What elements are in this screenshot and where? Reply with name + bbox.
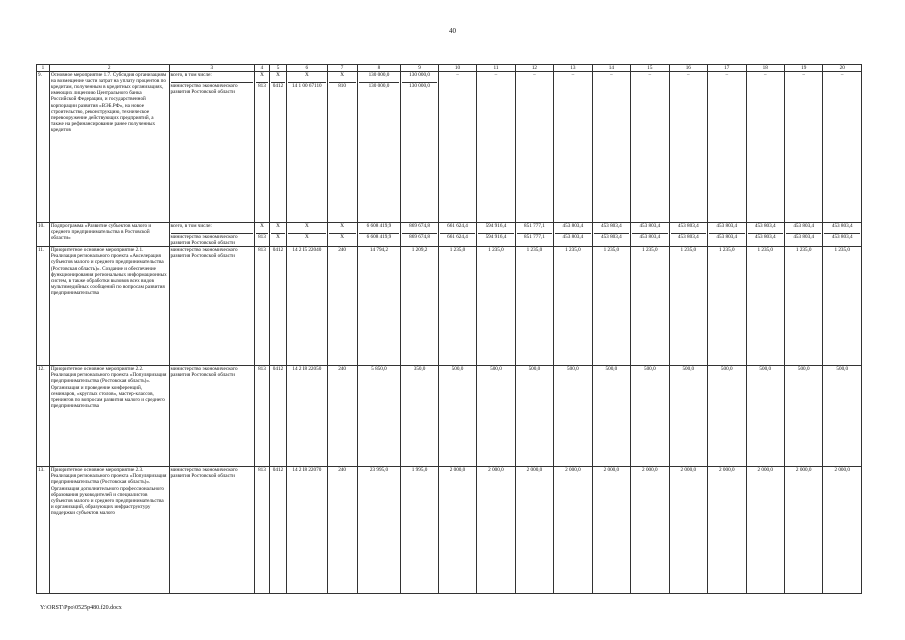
rzpr-cell: X 0412 [269, 72, 286, 223]
year-cell: 500,0 [784, 366, 822, 467]
column-number: 16 [669, 65, 707, 72]
year-cell: – [669, 72, 707, 223]
year-cell: 1 235,0 [631, 247, 669, 366]
year-cell: 500,0 [438, 366, 476, 467]
year-cell: 869 674,8 869 674,8 [401, 223, 438, 247]
column-number: 7 [327, 65, 357, 72]
page-number: 40 [449, 27, 456, 35]
budget-table [36, 64, 862, 594]
grbs-cell: 813 [254, 247, 269, 366]
column-number: 2 [49, 65, 169, 72]
year-cell: 453 803,4 453 803,4 [554, 223, 592, 247]
executor-cell: всего, в том числе: министерство экономического развития Ростовской области [169, 72, 254, 223]
year-cell: 453 803,4 453 803,4 [631, 223, 669, 247]
column-number: 1 [37, 65, 50, 72]
column-number: 9 [401, 65, 438, 72]
year-cell: 2 000,0 [554, 467, 592, 594]
year-cell: 594 916,4 594 916,4 [477, 223, 515, 247]
year-cell: 453 803,4 453 803,4 [592, 223, 630, 247]
column-number: 11 [477, 65, 515, 72]
year-cell: 500,0 [669, 366, 707, 467]
year-cell: 2 000,0 [592, 467, 630, 594]
year-cell: 1 235,0 [438, 247, 476, 366]
rzpr-cell: 0412 [269, 366, 286, 467]
column-number: 20 [823, 65, 862, 72]
year-cell: 500,0 [477, 366, 515, 467]
year-cell: – [515, 72, 553, 223]
grbs-cell: X 813 [254, 223, 269, 247]
rzpr-cell: 0412 [269, 467, 286, 594]
year-cell: 500,0 [515, 366, 553, 467]
year-cell: 2 000,0 [477, 467, 515, 594]
measure-name: Приоритетное основное мероприятие 2.3. Реализация регионального проекта «Популяризация предпринимательства (Ростовская область)». Организация дополнительного профессионального образования руководителей и специалистов субъектов малого и среднего предпринимательства и организаций, образующих инфраструктуру поддержки субъектов малого [49, 467, 169, 594]
year-cell: 1 209,2 [401, 247, 438, 366]
year-cell: 453 803,4 453 803,4 [669, 223, 707, 247]
year-cell: 2 000,0 [784, 467, 822, 594]
column-number: 19 [784, 65, 822, 72]
executor-cell: министерство экономического развития Ростовской области [169, 467, 254, 594]
row-number: 13. [37, 467, 50, 594]
table-row [37, 467, 862, 594]
column-number: 13 [554, 65, 592, 72]
column-number: 3 [169, 65, 254, 72]
year-cell: 453 803,4 453 803,4 [746, 223, 784, 247]
executor-cell: всего, в том числе: министерство экономического развития Ростовской области [169, 223, 254, 247]
year-cell: 2 000,0 [438, 467, 476, 594]
year-cell: – [438, 72, 476, 223]
grbs-cell: 813 [254, 366, 269, 467]
total-cell: 23 995,0 [357, 467, 401, 594]
year-cell: 1 235,0 [477, 247, 515, 366]
year-cell: – [784, 72, 822, 223]
table-row [37, 247, 862, 366]
grbs-cell: 813 [254, 467, 269, 594]
year-cell: – [746, 72, 784, 223]
column-number: 12 [515, 65, 553, 72]
vr-cell: 240 [327, 467, 357, 594]
year-cell: 500,0 [823, 366, 862, 467]
year-cell: 453 803,4 453 803,4 [823, 223, 862, 247]
measure-name: Подпрограмма «Развитие субъектов малого и среднего предпринимательства в Ростовской области» [49, 223, 169, 247]
column-number: 17 [708, 65, 746, 72]
measure-name: Приоритетное основное мероприятие 2.1. Реализация регионального проекта «Акселерация субъектов малого и среднего предпринимательства (Ростовская область)». Создание и обеспечение функционирования региональных информационных систем, в также обработки вызовов всех видов мультимедийных сообщений по вопросам развития предпринимательства [49, 247, 169, 366]
csr-cell: 14 2 I5 22040 [287, 247, 328, 366]
year-cell: – [477, 72, 515, 223]
total-cell: 6 608 419,9 6 608 419,9 [357, 223, 401, 247]
year-cell: 2 000,0 [823, 467, 862, 594]
executor-cell: министерство экономического развития Ростовской области [169, 247, 254, 366]
column-number: 18 [746, 65, 784, 72]
year-cell: 1 995,0 [401, 467, 438, 594]
column-number: 15 [631, 65, 669, 72]
file-path-footer: Y:\ORST\Ppo\0525p480.f20.docx [40, 605, 122, 611]
row-number: 9. [37, 72, 50, 223]
vr-cell: X X [327, 223, 357, 247]
column-number: 5 [269, 65, 286, 72]
year-cell: 453 803,4 453 803,4 [784, 223, 822, 247]
year-cell: 1 235,0 [823, 247, 862, 366]
row-number: 10. [37, 223, 50, 247]
year-cell: 1 235,0 [592, 247, 630, 366]
year-cell: 1 235,0 [669, 247, 707, 366]
rzpr-cell: X X [269, 223, 286, 247]
table-row [37, 223, 862, 247]
year-cell: 1 235,0 [554, 247, 592, 366]
year-cell: 350,0 [401, 366, 438, 467]
total-cell: 14 794,2 [357, 247, 401, 366]
executor-cell: министерство экономического развития Ростовской области [169, 366, 254, 467]
rzpr-cell: 0412 [269, 247, 286, 366]
column-number: 6 [287, 65, 328, 72]
measure-name: Основное мероприятие 1.7. Субсидия организациям на возмещение части затрат на уплату процентов по кредитам, полученным в кредитных организациях, имеющих лицензию Центрального банка Российской Федерации, и государственной корпорации развития «ВЭБ.РФ», на новое строительство, реконструкцию, техническое перевооружение действующих предприятий, а также на рефинансирование ранее полученных кредитов [49, 72, 169, 223]
year-cell: – [823, 72, 862, 223]
year-cell: 500,0 [746, 366, 784, 467]
year-cell: 1 235,0 [746, 247, 784, 366]
vr-cell: 240 [327, 366, 357, 467]
csr-cell: 14 2 I8 22050 [287, 366, 328, 467]
row-number: 11. [37, 247, 50, 366]
year-cell: 2 000,0 [669, 467, 707, 594]
csr-cell: 14 2 I8 22070 [287, 467, 328, 594]
year-cell: 1 235,0 [784, 247, 822, 366]
year-cell: 453 803,4 453 803,4 [708, 223, 746, 247]
column-number: 8 [357, 65, 401, 72]
year-cell: – [708, 72, 746, 223]
column-number: 4 [254, 65, 269, 72]
measure-name: Приоритетное основное мероприятие 2.2. Реализация регионального проекта «Популяризация предпринимательства (Ростовская область)». Организация и проведение конференций, семинаров, «круглых столов», мастер-классов, тренингов по вопросам развития малого и среднего предпринимательства [49, 366, 169, 467]
year-cell: 1 235,0 [515, 247, 553, 366]
grbs-cell: X 813 [254, 72, 269, 223]
column-number: 14 [592, 65, 630, 72]
year-cell: 1 235,0 [708, 247, 746, 366]
year-cell: 2 000,0 [708, 467, 746, 594]
year-cell: 500,0 [554, 366, 592, 467]
csr-cell: X X [287, 223, 328, 247]
year-cell: 500,0 [631, 366, 669, 467]
csr-cell: X 14 1 00 67110 [287, 72, 328, 223]
table-row [37, 366, 862, 467]
year-cell: – [631, 72, 669, 223]
column-number-row [37, 65, 862, 72]
year-cell: 851 777,1 851 777,1 [515, 223, 553, 247]
year-cell: 130 000,0 130 000,0 [401, 72, 438, 223]
vr-cell: X 810 [327, 72, 357, 223]
column-number: 10 [438, 65, 476, 72]
table-row [37, 72, 862, 223]
vr-cell: 240 [327, 247, 357, 366]
year-cell: 2 000,0 [631, 467, 669, 594]
total-cell: 5 850,0 [357, 366, 401, 467]
year-cell: 661 624,4 661 624,4 [438, 223, 476, 247]
row-number: 12. [37, 366, 50, 467]
year-cell: – [592, 72, 630, 223]
total-cell: 130 000,0 130 000,0 [357, 72, 401, 223]
year-cell: 2 000,0 [515, 467, 553, 594]
year-cell: – [554, 72, 592, 223]
year-cell: 2 000,0 [746, 467, 784, 594]
year-cell: 500,0 [592, 366, 630, 467]
year-cell: 500,0 [708, 366, 746, 467]
